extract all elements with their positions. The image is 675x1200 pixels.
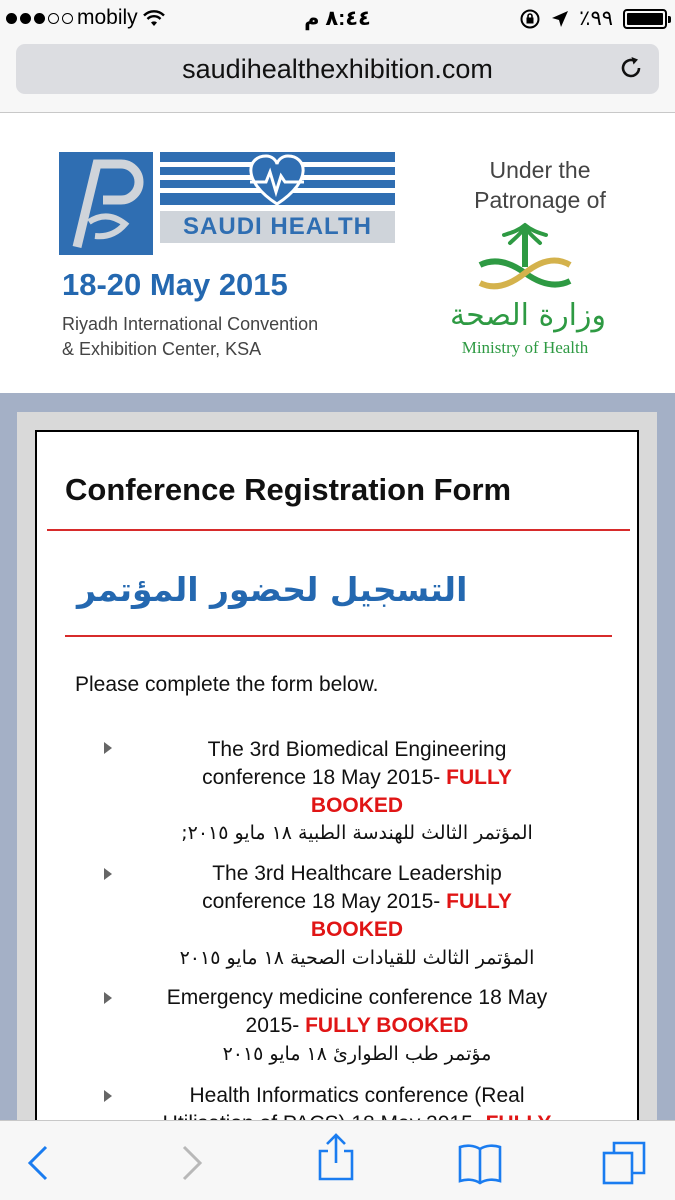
conference-title-arabic: مؤتمر طب الطوارئ ١٨ مايو ٢٠١٥ xyxy=(222,1043,492,1065)
conference-title-line-1: The 3rd Biomedical Engineering xyxy=(207,738,507,761)
reload-icon[interactable] xyxy=(617,54,645,82)
triangle-bullet-icon xyxy=(104,992,112,1004)
patronage-line-1: Under the xyxy=(489,157,591,183)
divider-red xyxy=(47,529,630,531)
triangle-bullet-icon xyxy=(104,868,112,880)
saudi-health-logo-mark xyxy=(59,152,153,255)
event-dates: 18-20 May 2015 xyxy=(62,267,288,302)
fully-booked-label: FULLY BOOKED xyxy=(305,1014,469,1037)
status-bar xyxy=(0,0,675,38)
bookmarks-icon[interactable] xyxy=(456,1139,504,1187)
clock: ٨:٤٤ م xyxy=(304,7,371,30)
triangle-bullet-icon xyxy=(104,742,112,754)
fully-booked-label: BOOKED xyxy=(310,794,404,817)
conference-title-line-1: Health Informatics conference (Real xyxy=(189,1084,525,1107)
heartbeat-heart-icon xyxy=(160,152,395,212)
conference-item[interactable] xyxy=(37,856,641,976)
venue-line-2: & Exhibition Center, KSA xyxy=(62,339,262,359)
conference-title-line-1: Emergency medicine conference 18 May xyxy=(166,986,548,1009)
patronage-line-2: Patronage of xyxy=(474,187,606,213)
conference-title-line-2: conference 18 May 2015- xyxy=(202,890,441,913)
conference-title-arabic: المؤتمر الثالث للهندسة الطبية ١٨ مايو ٢٠١٥; xyxy=(181,822,533,844)
registration-form-card xyxy=(35,430,639,1120)
conference-title-line-2: 2015- xyxy=(245,1014,300,1037)
status-right xyxy=(519,6,667,31)
conference-item[interactable] xyxy=(37,732,641,852)
fully-booked-label: BOOKED xyxy=(310,918,404,941)
battery-percent: ٪٩٩ xyxy=(579,7,613,30)
form-intro: Please complete the form below. xyxy=(75,673,379,696)
ministry-name-arabic: وزارة الصحة xyxy=(450,298,606,333)
conference-title-line-1: The 3rd Healthcare Leadership xyxy=(212,862,502,885)
conference-title[interactable] xyxy=(129,860,585,944)
site-header-banner xyxy=(0,113,675,393)
address-bar[interactable] xyxy=(16,44,659,94)
form-title: Conference Registration Form xyxy=(65,472,512,507)
venue-line-1: Riyadh International Convention xyxy=(62,314,319,334)
triangle-bullet-icon xyxy=(104,1090,112,1102)
conference-title-arabic: المؤتمر الثالث للقيادات الصحية ١٨ مايو ٢٠١٥ xyxy=(179,947,535,969)
form-title-arabic: التسجيل لحضور المؤتمر xyxy=(77,570,468,609)
divider-red xyxy=(65,635,612,637)
fully-booked-label: FULLY xyxy=(446,890,512,913)
patronage-text xyxy=(440,155,640,215)
ministry-name-english: Ministry of Health xyxy=(461,338,589,357)
share-icon[interactable] xyxy=(312,1133,360,1181)
rotation-lock-icon xyxy=(519,8,541,30)
url-text[interactable]: saudihealthexhibition.com xyxy=(182,54,493,84)
conference-title[interactable] xyxy=(129,736,585,820)
battery-icon xyxy=(623,9,667,29)
browser-toolbar xyxy=(0,1120,675,1200)
event-venue xyxy=(62,312,318,362)
location-arrow-icon xyxy=(551,10,569,28)
logo-p-icon xyxy=(59,152,153,255)
carrier-name: mobily xyxy=(77,6,138,29)
conference-title[interactable] xyxy=(129,984,585,1040)
ministry-emblem-icon xyxy=(470,221,580,301)
forward-chevron-icon[interactable] xyxy=(166,1139,214,1187)
brand-name: SAUDI HEALTH xyxy=(160,211,395,243)
conference-item[interactable] xyxy=(37,982,641,1082)
conference-title-line-2: conference 18 May 2015- xyxy=(202,766,441,789)
tabs-icon[interactable] xyxy=(600,1139,648,1187)
fully-booked-label: FULLY xyxy=(446,766,512,789)
back-chevron-icon[interactable] xyxy=(16,1139,64,1187)
